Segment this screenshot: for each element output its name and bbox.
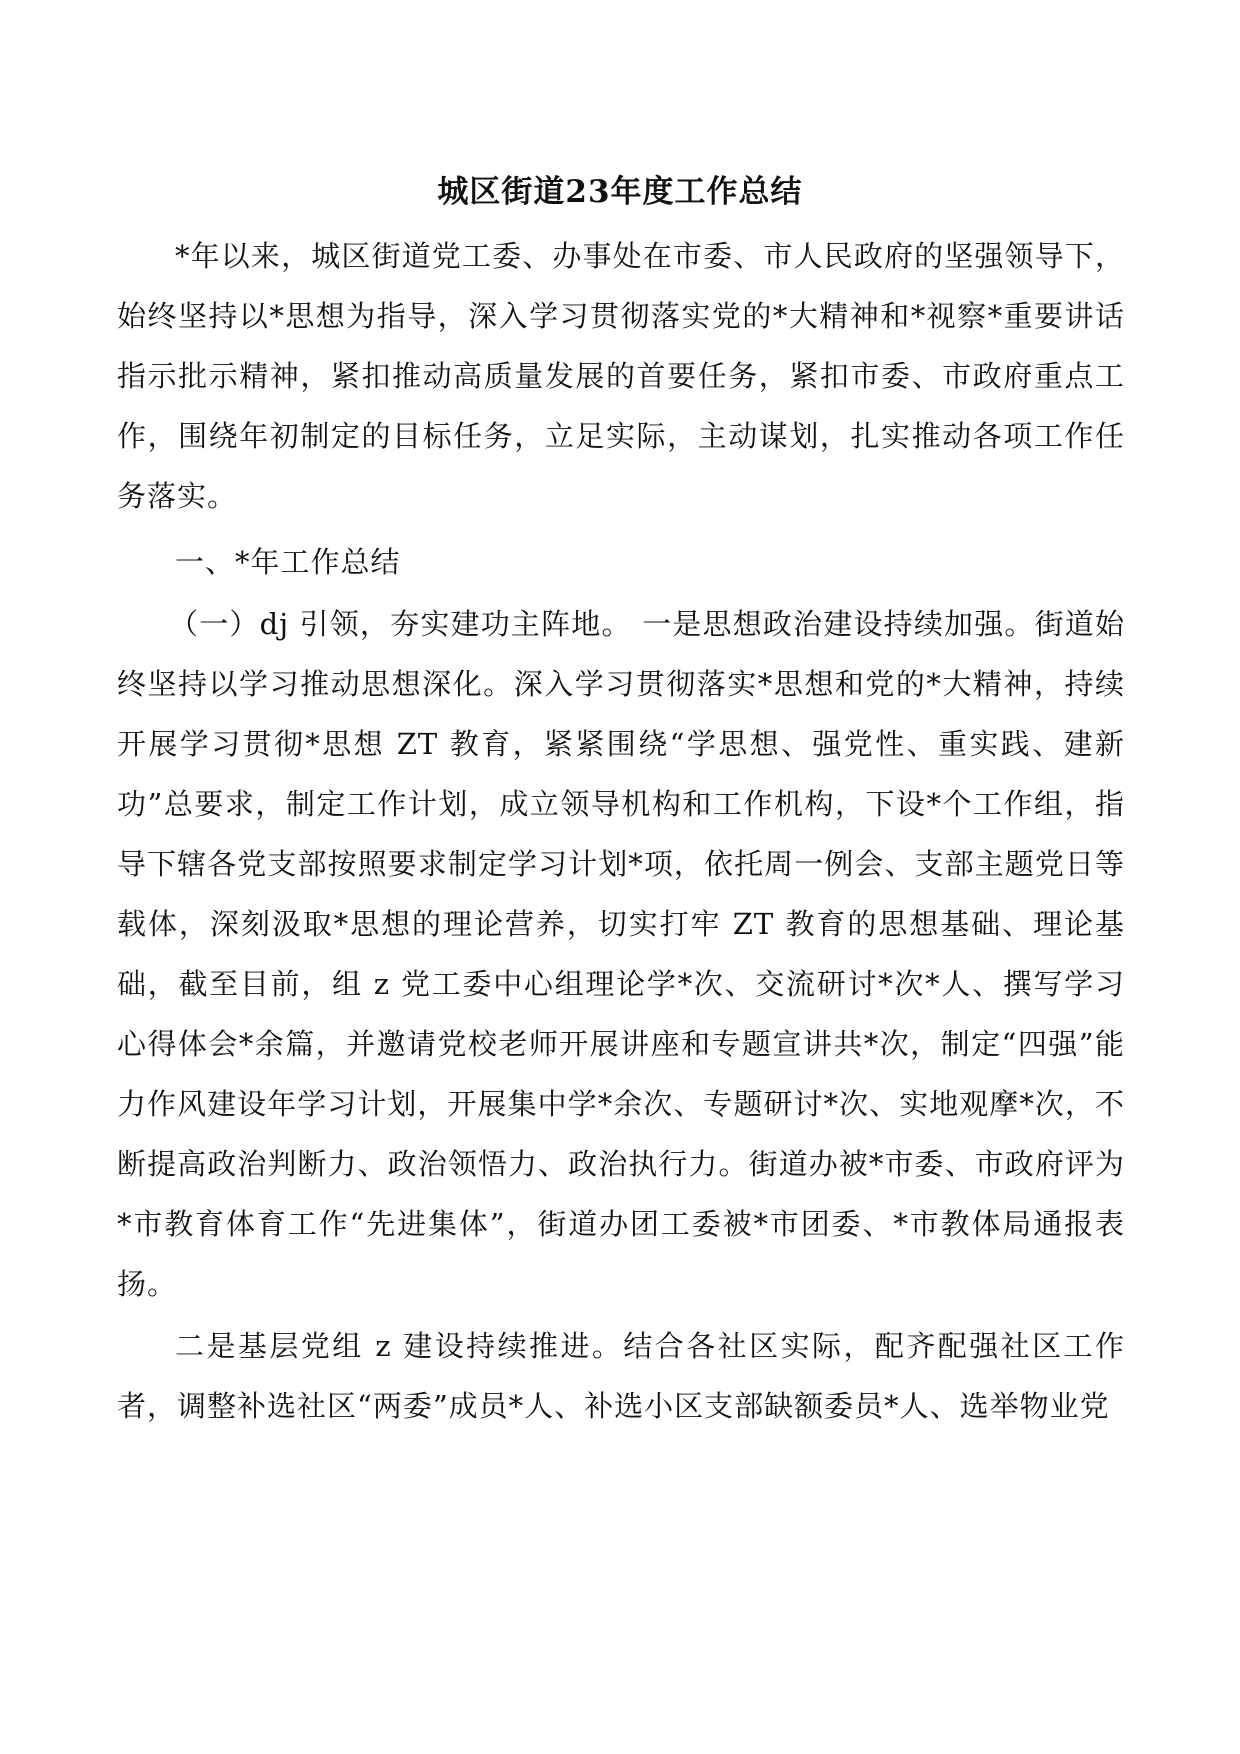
document-title: 城区街道23年度工作总结 bbox=[437, 174, 803, 210]
section-1-paragraph: （一）dj 引领，夯实建功主阵地。 一是思想政治建设持续加强。街道始终坚持以学习推动思想深化。深入学习贯彻落实*思想和党的*大精神，持续开展学习贯彻*思想 ZT 教育，紧紧围绕“学思想、强党性、重实践、建新功”总要求，制定工作计划，成立领导机构和工作机构，下设*个工作组，指导下辖各党支部按照要求制定学习计划*项，依托周一例会、支部主题党日等载体，深刻汲取*思想的理论营养，切实打牢 ZT 教育的思想基础、理论基础，截至目前，组 z 党工委中心组理论学*次、交流研讨*次*人、撰写学习心得体会*余篇，并邀请党校老师开展讲座和专题宣讲共*次，制定“四强”能力作风建设年学习计划，开展集中学*余次、专题研讨*次、实地观摩*次，不断提高政治判断力、政治领悟力、政治执行力。街道办被*市委、市政府评为*市教育体育工作“先进集体”，街道办团工委被*市团委、*市教体局通报表扬。 bbox=[117, 607, 1125, 1301]
intro-paragraph: *年以来，城区街道党工委、办事处在市委、市人民政府的坚强领导下，始终坚持以*思想为指导，深入学习贯彻落实党的*大精神和*视察*重要讲话指示批示精神，紧扣推动高质量发展的首要任务，紧扣市委、市政府重点工作，围绕年初制定的目标任务，立足实际，主动谋划，扎实推动各项工作任务落实。 bbox=[117, 239, 1125, 513]
section-2-paragraph: 二是基层党组 z 建设持续推进。结合各社区实际，配齐配强社区工作者，调整补选社区“两委”成员*人、补选小区支部缺额委员*人、选举物业党 bbox=[117, 1329, 1125, 1423]
section-heading: 一、*年工作总结 bbox=[175, 545, 401, 579]
